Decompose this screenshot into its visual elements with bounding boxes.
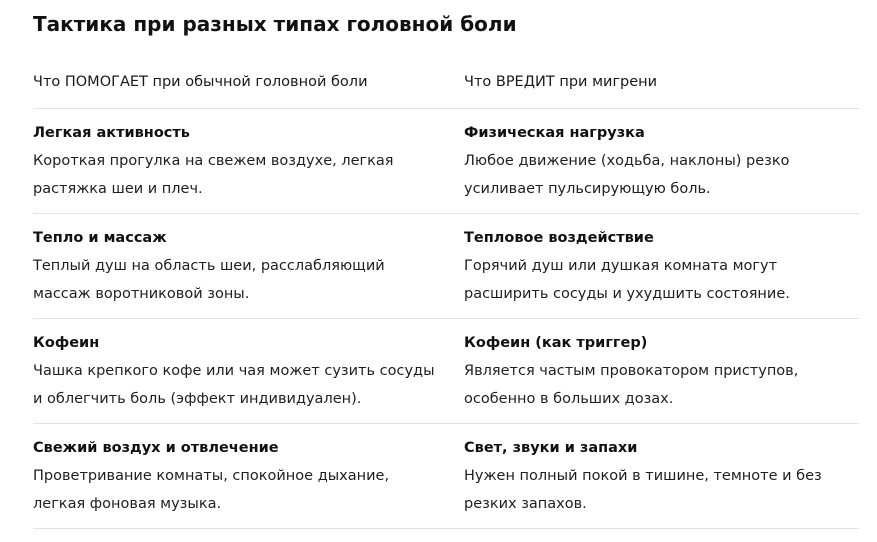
harms-cell [464, 224, 859, 318]
header-harms-label: Что ВРЕДИТ при мигрени [464, 74, 658, 90]
harms-description: Любое движение (ходьба, наклоны) резко усиливает пульсирующую боль. [464, 153, 790, 197]
table-row [33, 319, 859, 424]
harms-title: Физическая нагрузка [464, 125, 645, 141]
harms-description: Горячий душ или душкая комната могут расширить сосуды и ухудшить состояние. [464, 258, 790, 302]
table-row [33, 424, 859, 529]
helps-title: Свежий воздух и отвлечение [33, 440, 279, 456]
helps-title: Тепло и массаж [33, 230, 167, 246]
header-helps [33, 70, 464, 94]
helps-description: Короткая прогулка на свежем воздухе, легкая растяжка шеи и плеч. [33, 153, 394, 197]
helps-title: Легкая активность [33, 125, 190, 141]
harms-cell [464, 119, 859, 213]
header-helps-label: Что ПОМОГАЕТ при обычной головной боли [33, 74, 368, 90]
helps-cell [33, 224, 464, 318]
helps-cell [33, 434, 464, 528]
harms-title: Кофеин (как триггер) [464, 335, 648, 351]
helps-description: Теплый душ на область шеи, расслабляющий массаж воротниковой зоны. [33, 258, 385, 302]
harms-title: Тепловое воздействие [464, 230, 654, 246]
harms-cell [464, 329, 859, 423]
header-harms [464, 70, 859, 94]
helps-title: Кофеин [33, 335, 100, 351]
helps-description: Чашка крепкого кофе или чая может сузить сосуды и облегчить боль (эффект индивидуален). [33, 363, 435, 407]
table-row [33, 109, 859, 214]
helps-cell [33, 329, 464, 423]
helps-cell [33, 119, 464, 213]
table-header-row [33, 70, 859, 109]
harms-description: Нужен полный покой в тишине, темноте и без резких запахов. [464, 468, 822, 512]
page-title: Тактика при разных типах головной боли [33, 12, 517, 36]
harms-title: Свет, звуки и запахи [464, 440, 638, 456]
harms-cell [464, 434, 859, 528]
table-row [33, 214, 859, 319]
helps-description: Проветривание комнаты, спокойное дыхание, легкая фоновая музыка. [33, 468, 390, 512]
comparison-table [33, 70, 859, 529]
harms-description: Является частым провокатором приступов, особенно в больших дозах. [464, 363, 799, 407]
